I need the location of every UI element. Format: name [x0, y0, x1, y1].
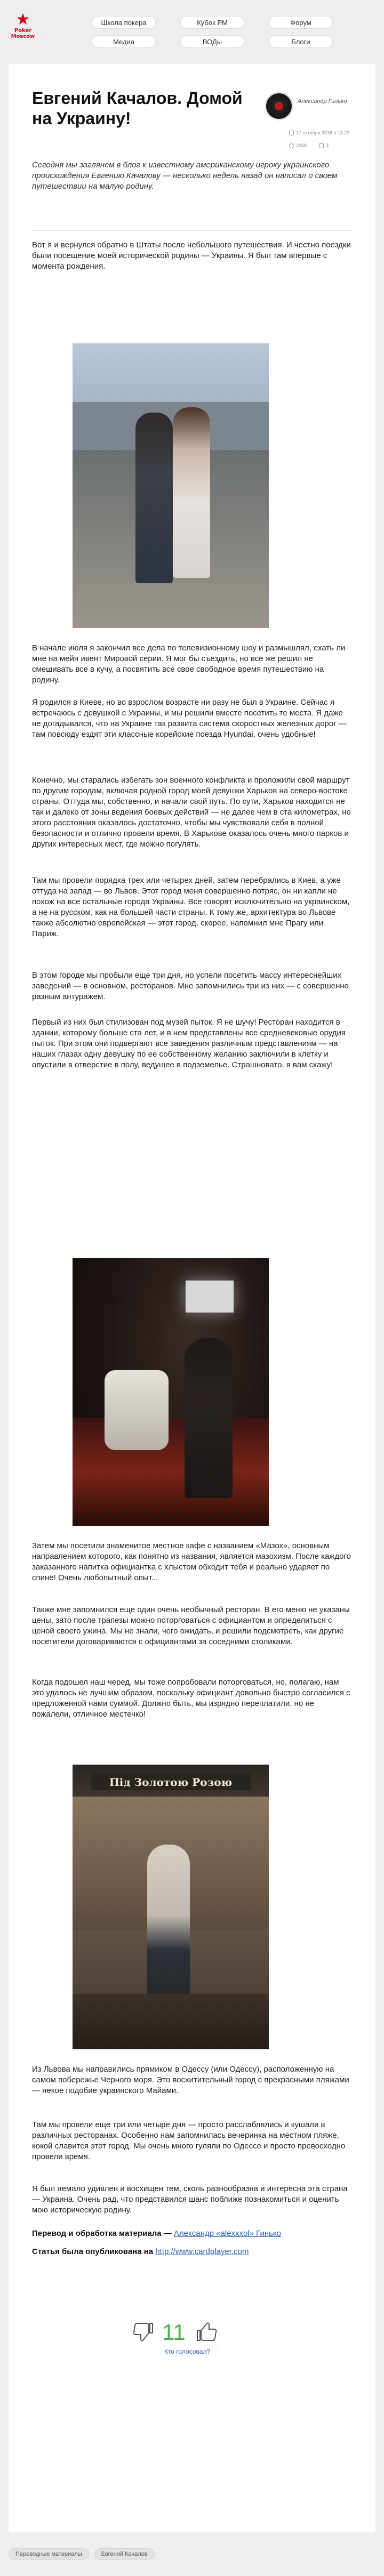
star-icon: ★	[15, 11, 30, 28]
article-paragraph: Первый из них был стилизован под музей пыток. Я не шучу! Ресторан находится в здании, которому больше ста лет, и в нем представлены все средневековые орудия пыток. При этом они подвергают все заведения различным представлениям — на наших глазах одну девушку по ее собственному желанию заключили в клетку и опустили в отверстие в полу, ведущее в подземелье. Страшновато, я вам скажу!	[32, 1018, 346, 1069]
nav-item-vod[interactable]: ВОДы	[180, 35, 244, 48]
calendar-icon	[289, 131, 294, 135]
nav-item-cup[interactable]: Кубок РМ	[180, 16, 244, 29]
date-text: 17 октября 2016 в 13:23	[296, 130, 350, 135]
article-paragraph: Из Львова мы направились прямиком в Одессу (или Одессу), расположенную на самом побережье Черного моря. Это восхитительный город с прекрасными пляжами — некое подобие украинского Майами.	[32, 2065, 349, 2095]
photo-restaurant-torture	[73, 1258, 269, 1526]
person-man	[135, 413, 173, 583]
article-card	[9, 64, 375, 2532]
logo-line1: Poker	[14, 28, 32, 34]
views-counter	[289, 143, 307, 148]
main-nav	[92, 16, 369, 48]
article-paragraph: Конечно, мы старались избегать зон военного конфликта и проложили свой маршрут по другим городам, включая родной город моей девушки Харьков на северо-востоке страны. Оттуда мы, собственно, и начали свой путь. По сути, Харьков находится не так и далеко от зоны ведения боевых действий — не далее чем в ста километрах, но этого расстояния оказалось достаточно, чтобы мы чувствовали себя в полной безопасности и отлично провели время. В Харькове оказалось очень много парков и других интересных мест, где можно погулять.	[32, 776, 351, 849]
vote-count: 11	[162, 2320, 186, 2345]
tag-item[interactable]: Евгений Качалов	[94, 2548, 155, 2560]
person-bending	[105, 1370, 169, 1450]
ground-shape	[73, 1994, 269, 2049]
eye-icon	[289, 143, 294, 148]
article-paragraph: Вот я и вернулся обратно в Штаты после небольшого путешествия. И честно поездки были посещение моей исторической родины — Украины. Я был там впервые с момента рождения.	[32, 240, 351, 271]
article-paragraph: Я был немало удивлен и восхищен тем, сколь разнообразна и интересна эта страна — Украина. Очень рад, что представился шанс поближе познакомиться и оценить мою историческую родину.	[32, 2184, 348, 2215]
article-date	[289, 130, 349, 135]
site-header	[0, 0, 384, 58]
article-paragraph: Также мне запомнился еще один очень необычный ресторан. В его меню не указаны цены, зато после трапезы можно поторговаться с официантом и определиться с ценой своего ужина. Мы не знали, чего ожидать, и решили подсмотреть, как другие посетители договариваются с официантами за соседними столиками.	[32, 1605, 350, 1646]
article-paragraph: Там мы провели порядка трех или четырех дней, затем перебрались в Киев, а уже оттуда на запад — во Львов. Этот город меня совершенно потряс, он ни капли не похож на все остальные города Украины. Все говорят исключительно на украинском, а не на русском, как на большей части страны. К тому же, архитектура во Львове также абсолютно европейская — этот город, скорее, напомнил мне Прагу или Париж.	[32, 876, 350, 938]
site-logo[interactable]	[6, 12, 39, 39]
views-text: 2058	[296, 143, 307, 148]
credit-prefix: Перевод и обработка материала —	[32, 2229, 174, 2238]
source-link[interactable]: http://www.cardplayer.com	[155, 2247, 249, 2256]
credit-line	[32, 2228, 352, 2239]
article-title: Евгений Качалов. Домой на Украину!	[32, 88, 243, 128]
voters-link[interactable]: Кто голосовал?	[164, 2348, 211, 2355]
nav-item-school[interactable]: Школа покера	[92, 16, 156, 29]
article-lead: Сегодня мы заглянем в блог к известному американскому игроку украинского происхождения Евгению Качалову — несколько недель назад он написал о своем путешествии на малую родину.	[32, 160, 338, 191]
screen-shape	[186, 1281, 234, 1313]
photo-couple-square	[73, 343, 269, 628]
nav-item-media[interactable]: Медиа	[92, 35, 156, 48]
avatar[interactable]	[265, 92, 293, 120]
source-prefix: Статья была опубликована на	[32, 2247, 156, 2256]
restaurant-sign: Під Золотою Розою	[91, 1774, 251, 1790]
vote-widget	[131, 2319, 238, 2355]
avatar-image	[271, 99, 286, 114]
article-paragraph: В начале июля я закончил все дела по телевизионному шоу и размышлял, ехать ли мне на мейн ивент Мировой серии. Я мог бы съездить, но все же решил не смешивать все в кучу, а посвятить все свое свободное время путешествию на родину.	[32, 643, 346, 685]
source-line	[32, 2247, 352, 2257]
nav-item-forum[interactable]: Форум	[269, 16, 333, 29]
article-paragraph: Затем мы посетили знаменитое местное кафе с названием «Мазох», основным направлением которого, как понятно из названия, является мазохизм. После каждого заказанного напитка официантка с хлыстом обходит тебя и реально ударяет по спине! Очень любопытный опыт...	[32, 1541, 351, 1582]
tag-item[interactable]: Переводные материалы	[9, 2548, 89, 2560]
floor-shape	[73, 1418, 269, 1526]
article-paragraph: Там мы провели еще три или четыре дня — просто расслаблялись и кушали в различных ресторанах. Особенно нам запомнилась вечеринка на местном пляже, кокой славится этот город. Мы очень много гуляли по Одессе и просто превосходно провели время.	[32, 2120, 346, 2161]
person-woman	[173, 407, 210, 578]
photo-lviv-sign	[73, 1765, 269, 2049]
author-box	[265, 92, 366, 150]
person-standing	[185, 1338, 233, 1498]
article-paragraph: Я родился в Киеве, но во взрослом возрасте ни разу не был в Украине. Сейчас я встречаюсь с девушкой с Украины, и мы решили вместе посетить те места. Я даже не догадывался, что на Украине так развита система скоростных железных дорог — там повсюду ездят эти классные корейские поезда Hyundai, очень удобные!	[32, 698, 347, 739]
tag-list	[9, 2548, 155, 2560]
comments-text: 3	[326, 143, 329, 148]
article-paragraph: В этом городе мы пробыли еще три дня, но успели посетить массу интереснейших заведений — в основном, ресторанов. Мне запомнились три из них — с совершенно разным антуражем.	[32, 971, 349, 1001]
thumb-down-icon[interactable]	[131, 2320, 155, 2344]
nav-item-blogs[interactable]: Блоги	[269, 35, 333, 48]
logo-line2: Moscow	[11, 34, 35, 39]
comment-icon	[319, 143, 324, 148]
comments-counter[interactable]	[319, 143, 329, 148]
article-paragraph: Когда подошел наш черед, мы тоже попробовали поторговаться, но, полагаю, нам это удалось не лучшим образом, поскольку официант довольно быстро согласился с предложенной нами суммой. Должно быть, мы изрядно переплатили, но не пожалели, отличное местечко!	[32, 1678, 350, 1719]
credit-author-link[interactable]: Александр «alexxxol» Гинько	[173, 2229, 281, 2238]
divider	[32, 230, 352, 231]
thumb-up-icon[interactable]	[195, 2320, 219, 2344]
author-name[interactable]: Александр Гинько	[298, 98, 347, 104]
